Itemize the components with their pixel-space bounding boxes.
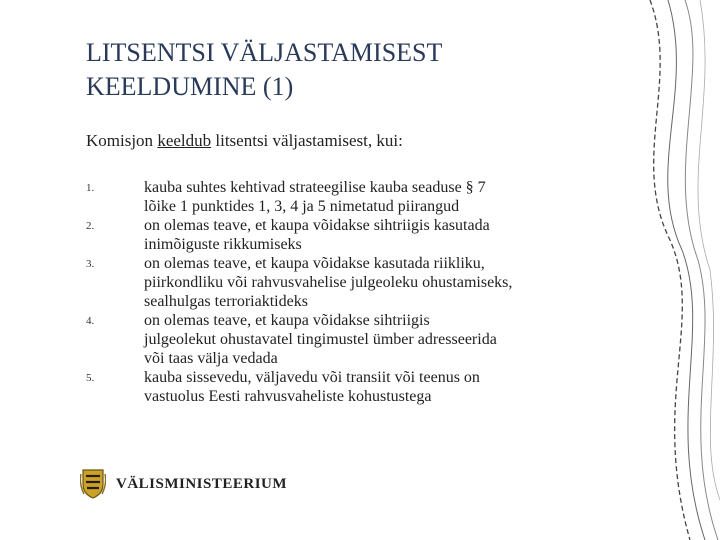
list-item: [86, 368, 606, 406]
list-item-line: inimõiguste rikkumiseks: [144, 236, 302, 253]
intro-before: Komisjon: [86, 131, 158, 150]
list-item-number: 2.: [86, 220, 95, 232]
list-item-number: 5.: [86, 372, 95, 384]
title-line-1: LITSENTSI VÄLJASTAMISEST: [86, 38, 443, 67]
list-item-line: kauba sissevedu, väljavedu või transiit või teenus on: [144, 369, 480, 386]
list-item-line: lõike 1 punktides 1, 3, 4 ja 5 nimetatud piirangud: [144, 198, 460, 215]
list-item: [86, 254, 606, 311]
list-item-line: on olemas teave, et kaupa võidakse kasutada riikliku,: [144, 255, 485, 272]
list-item: [86, 216, 606, 254]
list-item-number: 3.: [86, 258, 95, 270]
list-item-line: julgeolekut ohustavatel tingimustel ümber adresseerida: [144, 331, 497, 348]
reasons-list: [86, 178, 606, 406]
list-item-line: on olemas teave, et kaupa võidakse sihtriigis: [144, 312, 430, 329]
list-item: [86, 178, 606, 216]
list-item-line: kauba suhtes kehtivad strateegilise kauba seaduse § 7: [144, 179, 486, 196]
list-item-line: on olemas teave, et kaupa võidakse sihtriigis kasutada: [144, 217, 490, 234]
list-item-number: 4.: [86, 315, 95, 327]
list-item-number: 1.: [86, 182, 95, 194]
title-line-2: KEELDUMINE (1): [86, 72, 294, 101]
list-item-line: piirkondliku või rahvusvahelise julgeoleku ohustamiseks,: [144, 274, 513, 291]
list-item-line: sealhulgas terroriaktideks: [144, 293, 308, 310]
list-item-line: vastuolus Eesti rahvusvaheliste kohustustega: [144, 388, 432, 405]
ministry-logo: [80, 468, 287, 500]
intro-keyword: keeldub: [157, 131, 212, 150]
intro-text: [86, 131, 403, 151]
ministry-name: VÄLISMINISTEERIUM: [116, 475, 288, 492]
list-item: [86, 311, 606, 368]
slide-title: [86, 36, 606, 104]
estonian-coat-of-arms-icon: [80, 468, 106, 500]
decorative-curves: [610, 0, 720, 540]
list-item-line: või taas välja vedada: [144, 350, 278, 367]
intro-after: litsentsi väljastamisest, kui:: [211, 131, 403, 150]
